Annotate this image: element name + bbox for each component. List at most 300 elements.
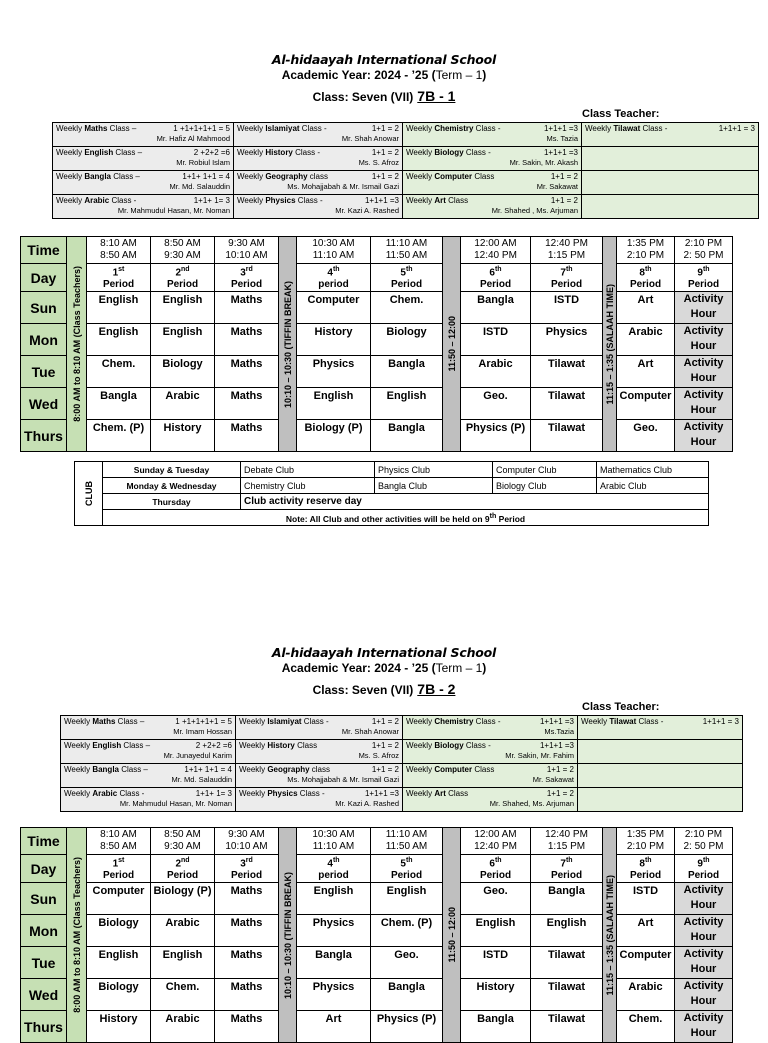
period-number: [215, 855, 278, 870]
subject-teacher: Ms.Tazia: [544, 727, 574, 736]
subject-line: [237, 148, 399, 157]
schedule-cell: Chem.: [371, 292, 443, 324]
period-word: Period: [550, 870, 583, 882]
subject-cell: [582, 195, 759, 219]
activity-hour-cell: Activity Hour: [675, 883, 733, 915]
period-time: [617, 237, 675, 264]
subject-cell: [582, 171, 759, 195]
class-suffix: Class –: [115, 717, 145, 726]
activity-hour-cell: Activity Hour: [675, 324, 733, 356]
schedule-cell: Biology: [87, 915, 151, 947]
schedule-cell: English: [87, 324, 151, 356]
schedule-cell: English: [531, 915, 603, 947]
subject-label: [239, 765, 330, 774]
period-suffix: st: [118, 266, 125, 273]
subject-cell: [61, 788, 236, 812]
subject-name: Maths: [92, 717, 116, 726]
subject-cell: [61, 764, 236, 788]
subject-name: Computer: [434, 765, 473, 774]
day-header: Day: [21, 264, 67, 292]
period-ordinal: 3: [240, 858, 246, 870]
weekly-prefix: Weekly: [56, 196, 85, 205]
schedule-cell: Maths: [215, 1011, 279, 1043]
class-suffix: Class -: [463, 741, 491, 750]
subject-cell: [236, 764, 403, 788]
class-teacher-label: Class Teacher:: [582, 108, 660, 120]
period-number: [87, 264, 150, 279]
activity-hour-cell: Activity Hour: [675, 915, 733, 947]
subject-label: [64, 717, 144, 726]
tiffin-break-column-label: 10:10 – 10:30 (TIFFIN BREAK): [282, 280, 293, 408]
period-number: [371, 855, 442, 870]
period-label: [297, 855, 371, 883]
period-start: 9:30 AM: [228, 238, 265, 249]
weekly-prefix: Weekly: [239, 765, 268, 774]
short-break-column: [443, 237, 461, 452]
period-number: [531, 855, 602, 870]
subject-name: Chemistry: [434, 124, 474, 133]
period-word: Period: [479, 870, 512, 882]
subject-label: [64, 741, 150, 750]
subject-cell: [234, 195, 403, 219]
subject-cell: [403, 195, 582, 219]
schedule-cell: English: [151, 947, 215, 979]
subject-count: 1+1+ 1+1 = 4: [182, 172, 230, 181]
subject-count: 1+1+ 1= 3: [193, 196, 230, 205]
period-suffix: th: [405, 266, 413, 273]
subject-teacher: Mr. Sakawat: [536, 182, 578, 191]
period-start: 11:10 AM: [385, 238, 428, 249]
subject-count: 1+1+ 1+1 = 4: [184, 765, 232, 774]
subject-label: [406, 148, 491, 157]
subject-name: History: [265, 148, 293, 157]
subject-cell: [234, 171, 403, 195]
schedule-cell: English: [461, 915, 531, 947]
weekly-prefix: Weekly: [406, 765, 435, 774]
times-row: [21, 828, 733, 855]
subject-teacher: Mr. Shahed , Ms. Arjuman: [491, 206, 578, 215]
subject-name: Islamiyat: [265, 124, 300, 133]
subjects-row: [53, 195, 759, 219]
subject-name: Art: [434, 789, 446, 798]
class-suffix: class: [307, 172, 328, 181]
schedule-cell: English: [87, 292, 151, 324]
class-suffix: Class -: [297, 789, 325, 798]
subject-name: Maths: [84, 124, 108, 133]
subject-label: [56, 172, 140, 181]
period-start: 8:50 AM: [164, 829, 201, 840]
schedule-cell: ISTD: [461, 947, 531, 979]
period-time: [531, 237, 603, 264]
schedule-cell: Bangla: [371, 356, 443, 388]
class-prefix: Class: Seven (VII): [312, 683, 414, 697]
subject-label: [406, 196, 468, 205]
class-suffix: Class -: [473, 124, 501, 133]
club-table: [74, 461, 709, 526]
period-suffix: th: [332, 266, 340, 273]
schedule-cell: Chem.: [617, 1011, 675, 1043]
subject-label: [56, 148, 142, 157]
subject-count: 1+1+1 = 3: [702, 717, 739, 726]
periods-row: [21, 264, 733, 292]
subject-name: Physics: [267, 789, 298, 798]
class-suffix: Class -: [640, 124, 668, 133]
weekly-prefix: Weekly: [239, 717, 268, 726]
period-time: [297, 237, 371, 264]
subjects-row: [61, 716, 743, 740]
subject-teacher: Mr. Sakawat: [532, 775, 574, 784]
class-timetable: [20, 236, 733, 452]
period-end: 11:10 AM: [312, 841, 355, 852]
time-header: Time: [21, 828, 67, 855]
club-name: Mathematics Club: [597, 462, 709, 478]
period-start: 2:10 PM: [684, 238, 723, 249]
subject-line: [56, 172, 230, 181]
schedule-cell: Art: [617, 292, 675, 324]
class-prefix: Class: Seven (VII): [312, 90, 414, 104]
subject-line: [581, 717, 739, 726]
period-suffix: th: [565, 857, 573, 864]
tiffin-break-column-label: 10:10 – 10:30 (TIFFIN BREAK): [282, 871, 293, 999]
period-suffix: nd: [181, 857, 190, 864]
class-suffix: Class –: [107, 124, 137, 133]
subject-line: [406, 765, 574, 774]
period-word: Period: [687, 279, 720, 291]
activity-hour-cell: Activity Hour: [675, 292, 733, 324]
period-number: [297, 264, 370, 279]
period-time: [87, 237, 151, 264]
period-suffix: st: [118, 857, 125, 864]
period-word: Period: [629, 870, 662, 882]
subject-line: [56, 124, 230, 133]
schedule-cell: Maths: [215, 356, 279, 388]
period-label: [297, 264, 371, 292]
subject-count: 1 +1+1+1+1 = 5: [173, 124, 230, 133]
school-name: Al-hidaayah International School: [271, 645, 497, 660]
term-text: Term – 1: [435, 661, 483, 675]
day-name: Mon: [21, 915, 67, 947]
class-suffix: Class -: [636, 717, 664, 726]
period-start: 8:10 AM: [100, 829, 137, 840]
term-close: ): [482, 68, 487, 82]
period-label: [371, 855, 443, 883]
period-number: [371, 264, 442, 279]
subject-label: [406, 124, 501, 133]
subject-teacher: Mr. Shah Anowar: [341, 727, 399, 736]
subject-teacher: Mr. Sakin, Mr. Fahim: [505, 751, 574, 760]
club-reserve: Club activity reserve day: [241, 494, 709, 510]
period-number: [617, 855, 674, 870]
class-suffix: Class -: [301, 717, 329, 726]
weekly-prefix: Weekly: [581, 717, 610, 726]
subject-cell: [582, 147, 759, 171]
class-suffix: Class -: [299, 124, 327, 133]
subject-label: [585, 124, 667, 133]
subject-label: [406, 172, 494, 181]
subject-teacher: Mr. Imam Hossan: [173, 727, 232, 736]
period-label: [461, 855, 531, 883]
subject-line: [64, 717, 232, 726]
period-ordinal: 2: [175, 858, 181, 870]
period-suffix: th: [494, 266, 502, 273]
time-header: Time: [21, 237, 67, 264]
subject-line: [406, 196, 578, 205]
subject-name: Art: [434, 196, 446, 205]
activity-hour-cell: Activity Hour: [675, 1011, 733, 1043]
schedule-cell: Geo.: [617, 420, 675, 452]
day-name: Tue: [21, 356, 67, 388]
subject-count: 2 +2+2 =6: [193, 148, 230, 157]
class-suffix: Class -: [295, 196, 323, 205]
subject-teacher: Mr. Shah Anowar: [341, 134, 399, 143]
schedule-cell: ISTD: [531, 292, 603, 324]
subject-cell: [236, 788, 403, 812]
club-days: Thursday: [103, 494, 241, 510]
club-thursday-row: [75, 494, 709, 510]
period-time: [675, 237, 733, 264]
schedule-cell: Arabic: [461, 356, 531, 388]
schedule-cell: Maths: [215, 979, 279, 1011]
subject-cell: [53, 123, 234, 147]
period-time: [461, 237, 531, 264]
period-word: Period: [629, 279, 662, 291]
subject-line: [406, 148, 578, 157]
day-row: [21, 979, 733, 1011]
period-label: [617, 855, 675, 883]
subject-cell: [61, 740, 236, 764]
period-ordinal: 1: [112, 267, 119, 279]
subject-count: 1+1 = 2: [371, 148, 399, 157]
day-name: Sun: [21, 292, 67, 324]
subject-line: [406, 741, 574, 750]
activity-hour-cell: Activity Hour: [675, 388, 733, 420]
period-end: 12:40 PM: [474, 250, 517, 261]
period-ordinal: 9: [697, 858, 703, 870]
period-suffix: th: [702, 857, 710, 864]
period-number: [297, 855, 370, 870]
period-word: Period: [166, 279, 199, 291]
schedule-cell: English: [87, 947, 151, 979]
subject-count: 1+1 = 2: [550, 196, 578, 205]
subject-line: [239, 717, 399, 726]
schedule-cell: History: [151, 420, 215, 452]
subject-label: [406, 741, 491, 750]
schedule-cell: Geo.: [461, 388, 531, 420]
period-start: 12:00 AM: [474, 238, 517, 249]
schedule-cell: English: [151, 292, 215, 324]
period-label: [371, 264, 443, 292]
tiffin-break-column: [279, 237, 297, 452]
period-number: [151, 855, 214, 870]
subject-label: [56, 196, 136, 205]
period-start: 1:35 PM: [626, 238, 665, 249]
subject-count: 1+1+1 =3: [539, 717, 574, 726]
class-suffix: Class –: [118, 765, 148, 774]
weekly-prefix: Weekly: [239, 741, 268, 750]
periods-row: [21, 855, 733, 883]
subject-teacher: Mr. Shahed, Ms. Arjuman: [489, 799, 574, 808]
subject-teacher: Mr. Mahmudul Hasan, Mr. Noman: [119, 799, 232, 808]
schedule-cell: Chem.: [87, 356, 151, 388]
schedule-cell: Geo.: [371, 947, 443, 979]
schedule-cell: Tilawat: [531, 947, 603, 979]
period-end: 11:50 AM: [385, 250, 428, 261]
schedule-cell: Computer: [617, 947, 675, 979]
period-suffix: th: [405, 857, 413, 864]
period-ordinal: 6: [489, 858, 495, 870]
period-suffix: th: [702, 266, 710, 273]
subject-name: Tilawat: [613, 124, 641, 133]
subject-name: Bangla: [84, 172, 111, 181]
period-time: [531, 828, 603, 855]
schedule-cell: Arabic: [617, 324, 675, 356]
period-ordinal: 2: [175, 267, 181, 279]
subject-cell: [236, 716, 403, 740]
subject-count: 1+1+1 =3: [539, 741, 574, 750]
schedule-cell: Arabic: [151, 915, 215, 947]
period-label: [87, 264, 151, 292]
subject-line: [239, 789, 399, 798]
schedule-cell: Tilawat: [531, 356, 603, 388]
subject-name: Arabic: [92, 789, 118, 798]
subject-label: [239, 717, 329, 726]
schedule-cell: Biology: [87, 979, 151, 1011]
schedule-cell: Biology: [371, 324, 443, 356]
schedule-cell: Maths: [215, 292, 279, 324]
academic-year: [0, 661, 768, 675]
class-suffix: Class -: [109, 196, 137, 205]
period-time: [371, 237, 443, 264]
schedule-cell: Physics (P): [461, 420, 531, 452]
subject-name: Tilawat: [609, 717, 637, 726]
period-number: [617, 264, 674, 279]
weekly-prefix: Weekly: [406, 717, 435, 726]
period-end: 1:15 PM: [547, 841, 586, 852]
period-start: 11:10 AM: [385, 829, 428, 840]
subject-count: 1+1 = 2: [371, 172, 399, 181]
period-ordinal: 3: [240, 267, 246, 279]
period-label: [151, 264, 215, 292]
schedule-cell: English: [371, 388, 443, 420]
day-row: [21, 324, 733, 356]
weekly-prefix: Weekly: [237, 148, 266, 157]
period-time: [215, 237, 279, 264]
subject-name: English: [92, 741, 122, 750]
period-time: [675, 828, 733, 855]
subject-teacher: Mr. Mahmudul Hasan, Mr. Noman: [117, 206, 230, 215]
period-end: 10:10 AM: [225, 841, 268, 852]
schedule-cell: History: [461, 979, 531, 1011]
day-row: [21, 420, 733, 452]
period-word: Period: [102, 279, 135, 291]
weekly-prefix: Weekly: [406, 789, 435, 798]
period-end: 8:50 AM: [100, 250, 137, 261]
period-word: Period: [102, 870, 135, 882]
period-number: [531, 264, 602, 279]
period-start: 8:50 AM: [164, 238, 201, 249]
schedule-cell: Computer: [617, 388, 675, 420]
subject-line: [406, 124, 578, 133]
day-name: Sun: [21, 883, 67, 915]
schedule-cell: Bangla: [371, 420, 443, 452]
club-name: Biology Club: [493, 478, 597, 494]
subject-name: Chemistry: [434, 717, 474, 726]
schedule-cell: English: [151, 324, 215, 356]
subject-name: Islamiyat: [267, 717, 302, 726]
subject-label: [237, 172, 328, 181]
schedule-cell: Tilawat: [531, 420, 603, 452]
subject-teacher: Mr. Md. Salauddin: [169, 182, 230, 191]
period-number: [87, 855, 150, 870]
class-suffix: Class: [445, 789, 469, 798]
period-end: 9:30 AM: [164, 841, 201, 852]
club-days: Monday & Wednesday: [103, 478, 241, 494]
class-suffix: Class –: [110, 172, 140, 181]
subjects-row: [53, 123, 759, 147]
subject-cell: [403, 123, 582, 147]
period-time: [297, 828, 371, 855]
schedule-cell: Arabic: [151, 388, 215, 420]
subject-line: [56, 196, 230, 205]
academic-year-text: Academic Year: 2024 - ’25 (: [281, 661, 436, 675]
academic-year-text: Academic Year: 2024 - ’25 (: [281, 68, 436, 82]
schedule-cell: Biology (P): [151, 883, 215, 915]
period-label: [87, 855, 151, 883]
class-suffix: Class -: [473, 717, 501, 726]
weekly-prefix: Weekly: [56, 124, 85, 133]
period-time: [87, 828, 151, 855]
subject-label: [237, 148, 320, 157]
subject-teacher: Mr. Md. Salauddin: [171, 775, 232, 784]
class-suffix: Class -: [292, 148, 320, 157]
subject-cell: [403, 716, 578, 740]
schedule-cell: Computer: [87, 883, 151, 915]
period-time: [215, 828, 279, 855]
club-name: Debate Club: [241, 462, 375, 478]
term-close: ): [482, 661, 487, 675]
period-label: [531, 855, 603, 883]
subject-name: Biology: [434, 741, 464, 750]
subject-name: Geography: [265, 172, 308, 181]
subject-cell: [61, 716, 236, 740]
period-word: Period: [230, 870, 263, 882]
subject-label: [239, 789, 325, 798]
schedule-cell: English: [371, 883, 443, 915]
club-row: [75, 478, 709, 494]
period-word: Period: [230, 279, 263, 291]
activity-hour-cell: Activity Hour: [675, 356, 733, 388]
period-ordinal: 7: [560, 858, 566, 870]
period-suffix: nd: [181, 266, 190, 273]
schedule-cell: Computer: [297, 292, 371, 324]
day-header: Day: [21, 855, 67, 883]
subject-label: [581, 717, 663, 726]
period-label: [215, 264, 279, 292]
schedule-cell: Art: [617, 356, 675, 388]
period-end: 11:10 AM: [312, 250, 355, 261]
subject-name: Physics: [265, 196, 296, 205]
class-timetable: [20, 827, 733, 1043]
schedule-cell: Physics: [531, 324, 603, 356]
schedule-cell: Arabic: [617, 979, 675, 1011]
schedule-cell: Bangla: [461, 292, 531, 324]
class-teachers-label: 8:00 AM to 8:10 AM (Class Teachers): [71, 266, 82, 423]
weekly-prefix: Weekly: [64, 765, 93, 774]
weekly-prefix: Weekly: [56, 172, 85, 181]
period-number: [675, 264, 732, 279]
subject-line: [406, 717, 574, 726]
subject-count: 1+1 = 2: [546, 765, 574, 774]
